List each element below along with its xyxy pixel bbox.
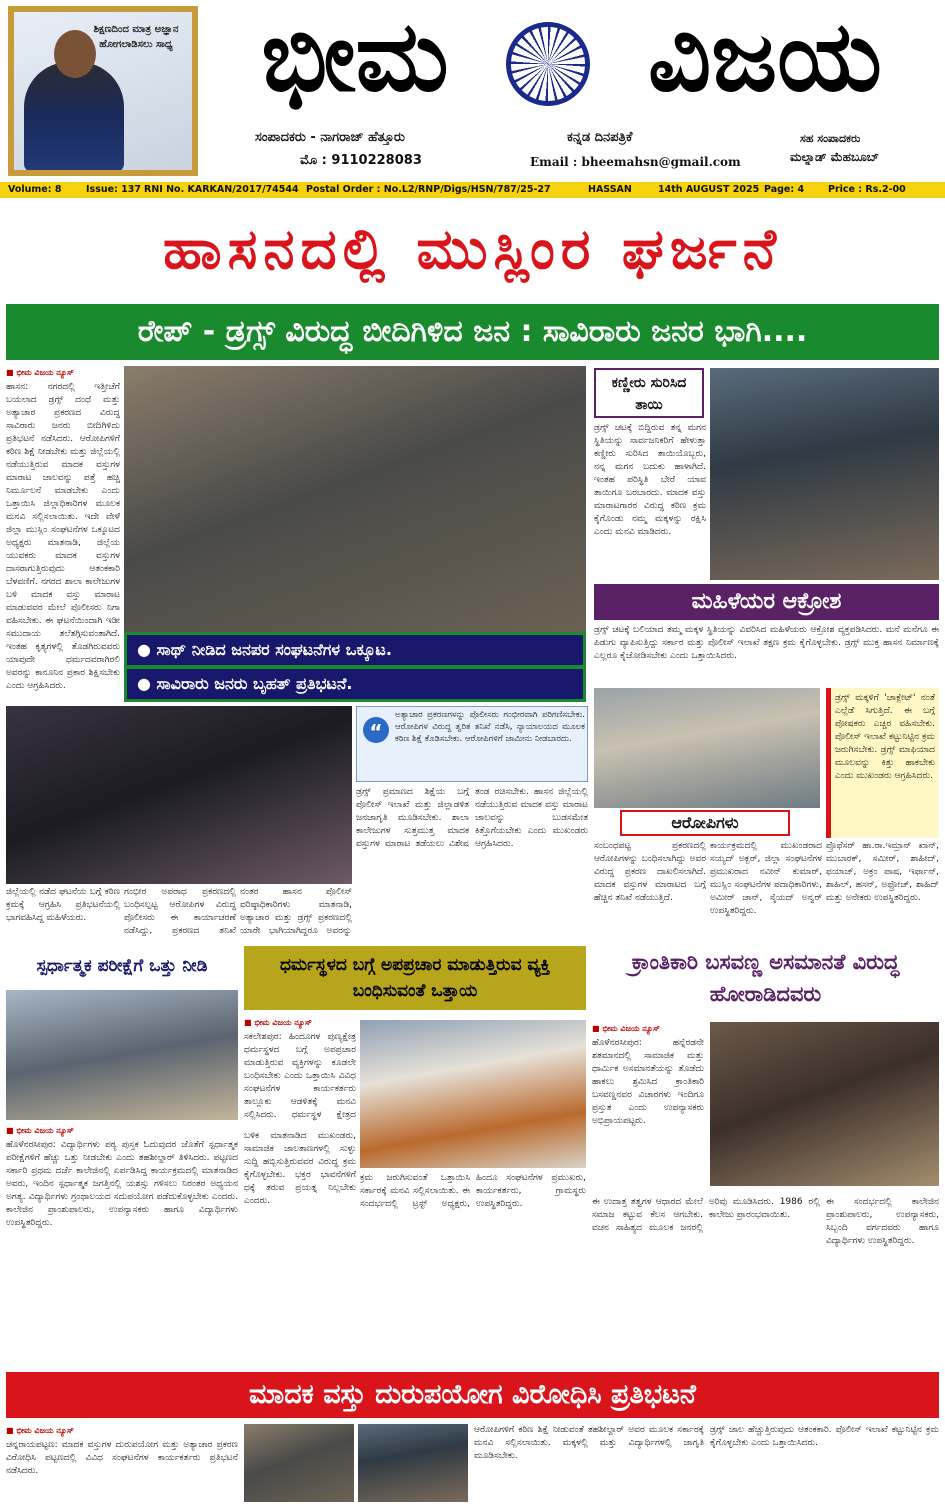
postal-order: Postal Order : No.L2/RNP/Digs/HSN/787/25-27 [306,184,551,195]
main-story-text: ಹಾಸನ: ನಗರದಲ್ಲಿ ಇತ್ತೀಚೆಗೆ ಬಯಲಾದ ಡ್ರಗ್ಸ್ ದಂಧೆ ಮತ್ತು ಅತ್ಯಾಚಾರ ಪ್ರಕರಣದ ವಿರುದ್ಧ ಸಾವಿರಾರು ಜನರು ಬೀದಿಗಿಳಿದು ಪ್ರತಿಭಟನೆ ನಡೆಸಿದರು. ಆರೋಪಿಗಳಿಗೆ ಕಠಿಣ ಶಿಕ್ಷೆ ನೀಡಬೇಕು ಮತ್ತು ಜಿಲ್ಲೆಯಲ್ಲಿ ನಡೆಯುತ್ತಿರುವ ಮಾದಕ ವಸ್ತುಗಳ ಮಾರಾಟ ಜಾಲವನ್ನು ಪತ್ತೆ ಹಚ್ಚಿ ನಿರ್ಮೂಲನೆ ಮಾಡಬೇಕು ಎಂದು ಒತ್ತಾಯಿಸಿ ಜಿಲ್ಲಾಧಿಕಾರಿಗಳ ಮೂಲಕ ಮನವಿ ಸಲ್ಲಿಸಲಾಯಿತು. ಇದೇ ವೇಳೆ ಜಿಲ್ಲಾ ಮುಸ್ಲಿಂ ಸಂಘಟನೆಗಳ ಒಕ್ಕೂಟದ ಅಧ್ಯಕ್ಷರು ಮಾತನಾಡಿ, ಜಿಲ್ಲೆಯ ಯುವಕರು ಮಾದಕ ವಸ್ತುಗಳ ದಾಸರಾಗುತ್ತಿರುವುದು ಆತಂಕಕಾರಿ ಬೆಳವಣಿಗೆ. ನಗರದ ಶಾಲಾ ಕಾಲೇಜುಗಳ ಬಳಿ ಮಾದಕ ವಸ್ತು ಮಾರಾಟ ಮಾಡುವವರ ಮೇಲೆ ಪೊಲೀಸರು ನಿಗಾ ವಹಿಸಬೇಕು. ಈ ಘಟನೆಯಿಂದಾಗಿ ಇಡೀ ಸಮುದಾಯ ತಲೆತಗ್ಗಿಸುವಂತಾಗಿದೆ. ಇಂತಹ ಕೃತ್ಯಗಳಲ್ಲಿ ತೊಡಗಿರುವವರು ಯಾವುದೇ ಧರ್ಮದವರಾಗಿರಲಿ ಅವರನ್ನು ಕಾನೂನಿನ ಪ್ರಕಾರ ಶಿಕ್ಷಿಸಬೇಕು ಎಂದು ಆಗ್ರಹಿಸಿದರು. [6,382,120,691]
price: Price : Rs.2-00 [828,184,906,195]
mid-col-c: ಡ್ರಗ್ಸ್ ಪ್ರಮಾಣದ ಶಿಕ್ಷೆಯ ಬಗ್ಗೆ ಪೊಲೀಸ್ ಇಲಾಖೆ ಮತ್ತು ಜಿಲ್ಲಾಡಳಿತ ಜನಜಾಗೃತಿ ಮೂಡಿಸಬೇಕು. ಶಾಲಾ ಕಾಲೇಜುಗಳ ಸುತ್ತಮುತ್ತ ಮಾದಕ ವಸ್ತುಗಳ ಮಾರಾಟ ತಡೆಯಲು ವಿಶೇಷ ತಂಡ ರಚಿಸಬೇಕು. ಹಾಸನ ಜಿಲ್ಲೆಯಲ್ಲಿ ನಡೆಯುತ್ತಿರುವ ಮಾದಕ ವಸ್ತು ಮಾರಾಟ ಜಾಲವನ್ನು ಬುಡಸಮೇತ ಕಿತ್ತೊಗೆಯಬೇಕು ಎಂದು ಮುಖಂಡರು ಆಗ್ರಹಿಸಿದರು. [356,787,588,849]
byline: ■ ಭೀಮ ವಿಜಯ ನ್ಯೂಸ್ [6,1124,238,1137]
exam-text [6,1124,238,1364]
mid-col-b: ನಂತರ ಹಾಸನ ಪೊಲೀಸ್ ವರಿಷ್ಠಾಧಿಕಾರಿಗಳು ಮಾತನಾಡಿ, ಅತ್ಯಾಚಾರ ಮತ್ತು ಡ್ರಗ್ಸ್ ಪ್ರಕರಣದಲ್ಲಿ ಯಾರೇ ಭಾಗಿಯಾಗಿದ್ದರೂ ಅವರನ್ನು [240,887,352,936]
side-story-text: ಡ್ರಗ್ಸ್ ಚಟಕ್ಕೆ ಬಿದ್ದಿರುವ ತನ್ನ ಮಗನ ಸ್ಥಿತಿಯನ್ನು ಸಾರ್ವಜನಿಕರಿಗೆ ಹೇಳುತ್ತಾ ಕಣ್ಣೀರು ಸುರಿಸಿದ ತಾಯಿಯೊಬ್ಬರು, ನನ್ನ ಮಗನ ಬದುಕು ಹಾಳಾಗಿದೆ. ಇಂತಹ ಪರಿಸ್ಥಿತಿ ಬೇರೆ ಯಾವ ತಾಯಿಗೂ ಬರಬಾರದು. ಮಾದಕ ವಸ್ತು ಮಾರಾಟಗಾರರ ವಿರುದ್ಧ ಕಠಿಣ ಕ್ರಮ ಕೈಗೊಂಡು ನಮ್ಮ ಮಕ್ಕಳನ್ನು ರಕ್ಷಿಸಿ ಎಂದು ಮನವಿ ಮಾಡಿದರು. [594,423,706,537]
co-editor-label: ಸಹ ಸಂಪಾದಕರು [800,132,861,145]
bottom-text-a: ಚನ್ನರಾಯಪಟ್ಟಣ: ಮಾದಕ ವಸ್ತುಗಳ ದುರುಪಯೋಗ ಮತ್ತು ಅತ್ಯಾಚಾರ ಪ್ರಕರಣ ವಿರೋಧಿಸಿ ಪಟ್ಟಣದಲ್ಲಿ ವಿವಿಧ ಸಂಘಟನೆಗಳ ಕಾರ್ಯಕರ್ತರು ಪ್ರತಿಭಟನೆ ನಡೆಸಿದರು. [6,1440,238,1476]
ashoka-chakra-icon [506,22,590,106]
masthead [0,0,945,180]
women-box-title: ಮಹಿಳೆಯರ ಆಕ್ರೋಶ [594,584,939,620]
main-story-col1 [6,366,120,700]
dharmasthala-photo [360,1020,586,1168]
info-bar [0,182,945,198]
portrait-figure [24,62,124,172]
basavanna-col-c: ಈ ಸಂದರ್ಭದಲ್ಲಿ ಕಾಲೇಜಿನ ಪ್ರಾಂಶುಪಾಲರು, ಉಪನ್ಯಾಸಕರು, ಸಿಬ್ಬಂದಿ ವರ್ಗದವರು ಹಾಗೂ ವಿದ್ಯಾರ್ಥಿಗಳು ಉಪಸ್ಥಿತರಿದ್ದರು. [826,1197,939,1246]
dharmasthala-title: ಧರ್ಮಸ್ಥಳದ ಬಗ್ಗೆ ಅಪಪ್ರಚಾರ ಮಾಡುತ್ತಿರುವ ವ್ಯಕ್ತಿ ಬಂಧಿಸುವಂತೆ ಒತ್ತಾಯ [244,946,586,1010]
main-bullets-box [124,632,586,702]
drug-box [826,688,939,838]
basavanna-col-a [592,1022,704,1192]
byline: ■ ಭೀಮ ವಿಜಯ ನ್ಯೂಸ್ [592,1022,704,1035]
exam-title: ಸ್ಪರ್ಧಾತ್ಮಕ ಪರೀಕ್ಷೆಗೆ ಒತ್ತು ನೀಡಿ [36,956,208,976]
bottom-photo-2 [358,1424,468,1502]
mid-col-a: ಗಂಭೀರ ಅಪರಾಧ ಪ್ರಕರಣದಲ್ಲಿ ಬಂಧಿಸಲ್ಪಟ್ಟ ಆರೋಪಿಗಳ ವಿರುದ್ಧ ಪೊಲೀಸರು ಈ ಕಾರ್ಯಾಚರಣೆ ನಡೆಸಿದ್ದು, ಪ್ರಕರಣದ ತನಿಖೆ [124,887,236,936]
basavanna-text-a: ಹೊಳೆನರಸೀಪುರ: ಹನ್ನೆರಡನೇ ಶತಮಾನದಲ್ಲಿ ಸಾಮಾಜಿಕ ಮತ್ತು ಧಾರ್ಮಿಕ ಅಸಮಾನತೆಯನ್ನು ತೊಡೆದು ಹಾಕಲು ಶ್ರಮಿಸಿದ ಕ್ರಾಂತಿಕಾರಿ ಬಸವಣ್ಣನವರ ವಿಚಾರಗಳು ಇಂದಿಗೂ ಪ್ರಸ್ತುತ ಎಂದು ಉಪನ್ಯಾಸಕರು ಅಭಿಪ್ರಾಯಪಟ್ಟರು. [592,1038,704,1126]
email: Email : bheemahsn@gmail.com [530,155,741,169]
dharmasthala-col-a [244,1016,356,1124]
portrait-quote: ಶಿಕ್ಷಣದಿಂದ ಮಾತ್ರ ಅಜ್ಞಾನ ಹೋಗಲಾಡಿಸಲು ಸಾಧ್ಯ [93,24,179,50]
main-headline: ಹಾಸನದಲ್ಲಿ ಮುಸ್ಲಿಂರ ಘರ್ಜನೆ [163,217,782,282]
women-protest-photo [6,706,352,884]
dharmasthala-col-b: ಬಳಿಕ ಮಾತನಾಡಿದ ಮುಖಂಡರು, ಸಾಮಾಜಿಕ ಜಾಲತಾಣಗಳಲ್ಲಿ ಸುಳ್ಳು ಸುದ್ದಿ ಹಬ್ಬಿಸುತ್ತಿರುವವರ ವಿರುದ್ಧ ಕ್ರಮ ಕೈಗೊಳ್ಳಬೇಕು. ಭಕ್ತರ ಭಾವನೆಗಳಿಗೆ ಧಕ್ಕೆ ತರುವ ಪ್ರಯತ್ನ ನಿಲ್ಲಬೇಕು ಎಂದರು. [244,1131,356,1206]
bullet-item: ● ಸಾವಿರಾರು ಜನರು ಬೃಹತ್ ಪ್ರತಿಭಟನೆ. [127,669,583,699]
title-right: ವಿಜಯ [647,0,883,114]
basavanna-photo [710,1022,939,1186]
bottom-col-b: ಆರೋಪಿಗಳಿಗೆ ಕಠಿಣ ಶಿಕ್ಷೆ ನೀಡುವಂತೆ ತಹಶೀಲ್ದಾರ್ ಅವರ ಮೂಲಕ ಸರ್ಕಾರಕ್ಕೆ ಮನವಿ ಸಲ್ಲಿಸಲಾಯಿತು. ಮಕ್ಕಳಲ್ಲಿ ಮತ್ತು ವಿದ್ಯಾರ್ಥಿಗಳಲ್ಲಿ ಜಾಗೃತಿ ಮೂಡಿಸಬೇಕು. [474,1425,704,1461]
phone-number: ಮೊ : 9110228083 [300,153,422,168]
side-story-label: ಕಣ್ಣೀರು ಸುರಿಸಿದ ತಾಯಿ [594,368,704,418]
portrait-face [54,30,96,78]
accused-col-b: ಕಾರ್ಯಕ್ರಮದಲ್ಲಿ ಮುಖಂಡರಾದ ಸಯ್ಯದ್ ಅಕ್ಬರ್, ಜಿಲ್ಲಾ ಸಂಘಟನೆಗಳ ಪ್ರಮುಖರಾದ ನವೀನ್ ಕುಮಾರ್, ಮುಸ್ಲಿಂ ಸಂಘಟನೆಗಳ ಪದಾಧಿಕಾರಿಗಳು, ಅಮೀರ್ ಜಾನ್, ಸೈಯದ್ ಅನ್ವರ್ ಉಪಸ್ಥಿತರಿದ್ದರು. [710,841,822,916]
page-number: Page: 4 [764,184,805,195]
drug-box-text: ಡ್ರಗ್ಸ್ ಮಕ್ಕಳಿಗೆ 'ಚಾಕ್ಲೇಟ್' ನಂತೆ ಎಲ್ಲೆಡೆ ಸಿಗುತ್ತಿದೆ. ಈ ಬಗ್ಗೆ ಪೋಷಕರು ಎಚ್ಚರ ವಹಿಸಬೇಕು. ಪೊಲೀಸ್ ಇಲಾಖೆ ಕಟ್ಟುನಿಟ್ಟಿನ ಕ್ರಮ ಜರುಗಿಸಬೇಕು. ಡ್ರಗ್ಸ್ ಮಾಫಿಯಾದ ಮೂಲವನ್ನು ಕಿತ್ತು ಹಾಕಬೇಕು ಎಂದು ಮುಖಂಡರು ಆಗ್ರಹಿಸಿದರು. [835,693,935,781]
byline: ■ ಭೀಮ ವಿಜಯ ನ್ಯೂಸ್ [6,366,120,379]
main-protest-photo [124,366,586,632]
volume: Volume: 8 [8,184,62,195]
quote-icon: “ [363,717,389,743]
byline: ■ ಭೀಮ ವಿಜಯ ನ್ಯೂಸ್ [244,1016,356,1029]
side-protest-photo [710,368,939,580]
basavanna-title: ಕ್ರಾಂತಿಕಾರಿ ಬಸವಣ್ಣ ಅಸಮಾನತೆ ವಿರುದ್ಧ ಹೋರಾಡಿದವರು [631,950,900,1006]
bottom-headline: ಮಾದಕ ವಸ್ತು ದುರುಪಯೋಗ ವಿರೋಧಿಸಿ ಪ್ರತಿಭಟನೆ [6,1372,939,1418]
women-box-text: ಡ್ರಗ್ಸ್ ಚಟಕ್ಕೆ ಬಲಿಯಾದ ತಮ್ಮ ಮಕ್ಕಳ ಸ್ಥಿತಿಯನ್ನು ವಿವರಿಸಿದ ಮಹಿಳೆಯರು ಆಕ್ರೋಶ ವ್ಯಕ್ತಪಡಿಸಿದರು. ಮನೆ ಮನೆಗೂ ಈ ಪಿಡುಗು ವ್ಯಾಪಿಸುತ್ತಿದ್ದು ಸರ್ಕಾರ ಮತ್ತು ಪೊಲೀಸ್ ಇಲಾಖೆ ತಕ್ಷಣ ಕ್ರಮ ಕೈಗೊಳ್ಳಬೇಕು. ಡ್ರಗ್ಸ್ ಮುಕ್ತ ಹಾಸನ ನಿರ್ಮಾಣಕ್ಕೆ ಎಲ್ಲರೂ ಕೈಜೋಡಿಸಬೇಕು ಎಂದು ಒತ್ತಾಯಿಸಿದರು. [594,625,939,661]
date: 14th AUGUST 2025 [658,184,760,195]
rni-number: RNI No. KARKAN/2017/74544 [144,184,299,195]
quote-text: ಅತ್ಯಾಚಾರ ಪ್ರಕರಣಗಳನ್ನು ಪೊಲೀಸರು ಗಂಭೀರವಾಗಿ ಪರಿಗಣಿಸಬೇಕು. ಆರೋಪಿಗಳ ವಿರುದ್ಧ ತ್ವರಿತ ತನಿಖೆ ನಡೆಸಿ, ನ್ಯಾಯಾಲಯದ ಮೂಲಕ ಕಠಿಣ ಶಿಕ್ಷೆ ಕೊಡಿಸಬೇಕು. ಆರೋಪಿಗಳಿಗೆ ಜಾಮೀನು ನೀಡಬಾರದು. [395,710,585,744]
city: HASSAN [588,184,632,195]
bottom-col-a [6,1424,238,1502]
issue: Issue: 137 [86,184,141,195]
basavanna-col-b: ಈ ಉದಾತ್ತ ತತ್ವಗಳ ಆಧಾರದ ಮೇಲೆ ಸಮಾಜ ಕಟ್ಟುವ ಕೆಲಸ ಆಗಬೇಕು. ವಚನ ಸಾಹಿತ್ಯದ ಮೂಲಕ ಜನರಲ್ಲಿ ಅರಿವು ಮೂಡಿಸಿದರು. 1986 ರಲ್ಲಿ ಕಾಲೇಜು ಪ್ರಾರಂಭವಾಯಿತು. [592,1197,820,1233]
accused-col-a: ಸಂಬಂಧಪಟ್ಟ ಪ್ರಕರಣದಲ್ಲಿ ಆರೋಪಿಗಳನ್ನು ಬಂಧಿಸಲಾಗಿದ್ದು ಅವರ ವಿರುದ್ಧ ಪ್ರಕರಣ ದಾಖಲಿಸಲಾಗಿದೆ. ಮಾದಕ ವಸ್ತುಗಳ ಮಾರಾಟದ ಬಗ್ಗೆ ಹೆಚ್ಚಿನ ತನಿಖೆ ನಡೆಯುತ್ತಿದೆ. [594,841,706,903]
exam-photo [6,990,238,1120]
bullet-item: ● ಸಾಥ್ ನೀಡಿದ ಜನಪರ ಸಂಘಟನೆಗಳ ಒಕ್ಕೂಟ. [127,635,583,665]
accused-label: ಆರೋಪಿಗಳು [620,810,790,836]
co-editor-name: ಮಲ್ನಾಡ್ ಮೆಹಬೂಬ್ [790,150,879,164]
ambedkar-portrait [8,6,198,176]
accused-photo [594,688,820,808]
photo-caption: ಜಿಲ್ಲೆಯಲ್ಲಿ ನಡೆದ ಘಟನೆಯ ಬಗ್ಗೆ ಕಠಿಣ ಕ್ರಮಕ್ಕೆ ಆಗ್ರಹಿಸಿ ಪ್ರತಿಭಟನೆಯಲ್ಲಿ ಭಾಗವಹಿಸಿದ್ದ ಮಹಿಳೆಯರು. [6,887,120,923]
title-left: ಭೀಮ [261,0,449,114]
bottom-photo-1 [244,1424,354,1502]
paper-type: ಕನ್ನಡ ದಿನಪತ್ರಿಕೆ [567,130,633,145]
sub-headline: ರೇಪ್ - ಡ್ರಗ್ಸ್ ವಿರುದ್ಧ ಬೀದಿಗಿಳಿದ ಜನ : ಸಾವಿರಾರು ಜನರ ಭಾಗಿ.... [6,304,939,360]
dharmasthala-col-c: ಕ್ರಮ ಜರುಗಿಸುವಂತೆ ಒತ್ತಾಯಿಸಿ ಸರ್ಕಾರಕ್ಕೆ ಮನವಿ ಸಲ್ಲಿಸಲಾಯಿತು. ಈ ಸಂದರ್ಭದಲ್ಲಿ ಟ್ರಸ್ಟ್ ಅಧ್ಯಕ್ಷರು, ಹಿಂದೂ ಸಂಘಟನೆಗಳ ಪ್ರಮುಖರು, ಕಾರ್ಯಕರ್ತರು, ಗ್ರಾಮಸ್ಥರು ಉಪಸ್ಥಿತರಿದ್ದರು. [360,1173,586,1209]
exam-story-text: ಹೊಳೆನರಸೀಪುರ: ವಿದ್ಯಾರ್ಥಿಗಳು ಪಠ್ಯ ಪುಸ್ತಕ ಓದುವುದರ ಜೊತೆಗೆ ಸ್ಪರ್ಧಾತ್ಮಕ ಪರೀಕ್ಷೆಗಳಿಗೆ ಹೆಚ್ಚು ಒತ್ತು ನೀಡಬೇಕು ಎಂದು ತಹಶೀಲ್ದಾರ್ ತಿಳಿಸಿದರು. ಪಟ್ಟಣದ ಸರ್ಕಾರಿ ಪ್ರಥಮ ದರ್ಜೆ ಕಾಲೇಜಿನಲ್ಲಿ ಏರ್ಪಡಿಸಿದ್ದ ಕಾರ್ಯಕ್ರಮದಲ್ಲಿ ಮಾತನಾಡಿದ ಅವರು, ಇಂದಿನ ಸ್ಪರ್ಧಾತ್ಮಕ ಜಗತ್ತಿನಲ್ಲಿ ಯಶಸ್ಸು ಗಳಿಸಲು ನಿರಂತರ ಅಧ್ಯಯನ ಅಗತ್ಯ. ವಿದ್ಯಾರ್ಥಿಗಳು ಗ್ರಂಥಾಲಯದ ಸದುಪಯೋಗ ಪಡೆದುಕೊಳ್ಳಬೇಕು ಎಂದರು. ಕಾಲೇಜಿನ ಪ್ರಾಂಶುಪಾಲರು, ಉಪನ್ಯಾಸಕರು ಹಾಗೂ ವಿದ್ಯಾರ್ಥಿಗಳು ಉಪಸ್ಥಿತರಿದ್ದರು. [6,1140,238,1228]
dharmasthala-text-a: ಸಕಲೇಶಪುರ: ಹಿಂದೂಗಳ ಪುಣ್ಯಕ್ಷೇತ್ರ ಧರ್ಮಸ್ಥಳದ ಬಗ್ಗೆ ಅಪಪ್ರಚಾರ ಮಾಡುತ್ತಿರುವ ವ್ಯಕ್ತಿಗಳನ್ನು ಕೂಡಲೇ ಬಂಧಿಸಬೇಕು ಎಂದು ಒತ್ತಾಯಿಸಿ ವಿವಿಧ ಸಂಘಟನೆಗಳ ಕಾರ್ಯಕರ್ತರು ತಾಲ್ಲೂಕು ಆಡಳಿತಕ್ಕೆ ಮನವಿ ಸಲ್ಲಿಸಿದರು. ಧರ್ಮಸ್ಥಳ ಕ್ಷೇತ್ರದ [244,1032,356,1120]
bottom-col-c: ಡ್ರಗ್ಸ್ ಜಾಲ ಹೆಚ್ಚುತ್ತಿರುವುದು ಆತಂಕಕಾರಿ. ಪೊಲೀಸ್ ಇಲಾಖೆ ಕಟ್ಟುನಿಟ್ಟಿನ ಕ್ರಮ ಕೈಗೊಳ್ಳಬೇಕು ಎಂದು ಒತ್ತಾಯಿಸಿದರು. [710,1425,939,1448]
quote-box [356,706,588,782]
byline: ■ ಭೀಮ ವಿಜಯ ನ್ಯೂಸ್ [6,1424,238,1437]
editor-name: ಸಂಪಾದಕರು - ನಾಗರಾಜ್ ಹೆತ್ತೂರು [255,130,405,145]
accused-col-c: ಪ್ರೊಫೆಸರ್ ಹಾ.ರಾ.ಇಮ್ರಾನ್ ಖಾನ್, ಮುಬಾರಕ್, ಸಮೀರ್, ಶಾಹೀದ್, ಫಯಾಜ್, ಅಕ್ರಂ ಪಾಷ, ಇರ್ಫಾನ್, ಶಾಹಿಲ್, ಹಸನ್, ಅಫ್ರೋಜ್, ಶಾಹಿದ್ ಮತ್ತು ಅನೇಕರು ಉಪಸ್ಥಿತರಿದ್ದರು. [826,841,939,903]
